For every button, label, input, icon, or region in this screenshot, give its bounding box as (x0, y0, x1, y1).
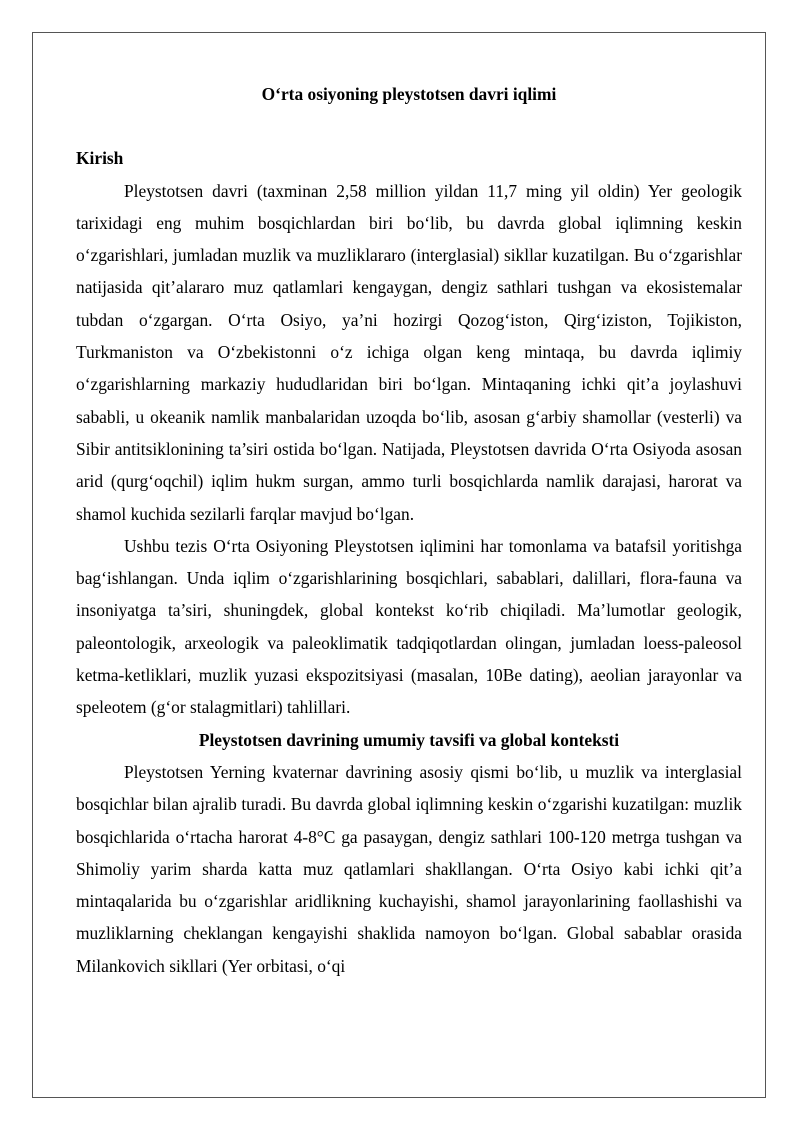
paragraph: Ushbu tezis O‘rta Osiyoning Pleystotsen iqlimini har tomonlama va batafsil yoritishga bag‘ishlangan. Unda iqlim o‘zgarishlarining bosqichlari, sabablari, dalillari, flora-fauna va insoniyatga ta’siri, shuningdek, global kontekst ko‘rib chiqiladi. Ma’lumotlar geologik, paleontologik, arxeologik va paleoklimatik tadqiqotlardan olingan, jumladan loess-paleosol ketma-ketliklari, muzlik yuzasi ekspozitsiyasi (masalan, 10Be dating), aeolian jarayonlar va speleotem (g‘or stalagmitlari) tahlillari. (76, 535, 742, 718)
document-body (76, 78, 742, 982)
section-heading-general-description: Pleystotsen davrining umumiy tavsifi va global konteksti (198, 729, 620, 750)
paragraph: Pleystotsen Yerning kvaternar davrining asosiy qismi bo‘lib, u muzlik va interglasial bosqichlar bilan ajralib turadi. Bu davrda global iqlimning keskin o‘zgarishi kuzatilgan: muzlik bosqichlarida o‘rtacha harorat 4-8°C ga pasaygan, dengiz sathlari 100-120 metrga tushgan va Shimoliy yarim sharda katta muz qatlamlari shakllangan. O‘rta Osiyo kabi ichki qit’a mintaqalarida bu o‘zgarishlar aridlikning kuchayishi, shamol jarayonlarining faollashishi va muzliklarning cheklangan kengayishi shaklida namoyon bo‘lgan. Global sabablar orasida Milankovich sikllari (Yer orbitasi, o‘qi (76, 761, 742, 976)
section-heading-introduction: Kirish (76, 148, 124, 169)
document-title: O‘rta osiyoning pleystotsen davri iqlimi (261, 84, 557, 104)
paragraph: Pleystotsen davri (taxminan 2,58 million yildan 11,7 ming yil oldin) Yer geologik tarixidagi eng muhim bosqichlardan biri bo‘lib, bu davrda global iqlimning keskin o‘zgarishlari, jumladan muzlik va muzliklararo (interglasial) sikllar kuzatilgan. Bu o‘zgarishlar natijasida qit’alararo muz qatlamlari kengaygan, dengiz sathlari tushgan va ekosistemalar tubdan o‘zgargan. O‘rta Osiyo, ya’ni hozirgi Qozog‘iston, Qirg‘iziston, Tojikiston, Turkmaniston va O‘zbekistonni o‘z ichiga olgan keng mintaqa, bu davrda iqlimiy o‘zgarishlarning markaziy hududlaridan biri bo‘lgan. Mintaqaning ichki qit’a joylashuvi sababli, u okeanik namlik manbalaridan uzoqda bo‘lib, asosan g‘arbiy shamollar (vesterli) va Sibir antitsiklonining ta’siri ostida bo‘lgan. Natijada, Pleystotsen davrida O‘rta Osiyoda asosan arid (qurg‘oqchil) iqlim hukm surgan, ammo turli bosqichlarda namlik darajasi, harorat va shamol kuchida sezilarli farqlar mavjud bo‘lgan. (76, 180, 742, 524)
